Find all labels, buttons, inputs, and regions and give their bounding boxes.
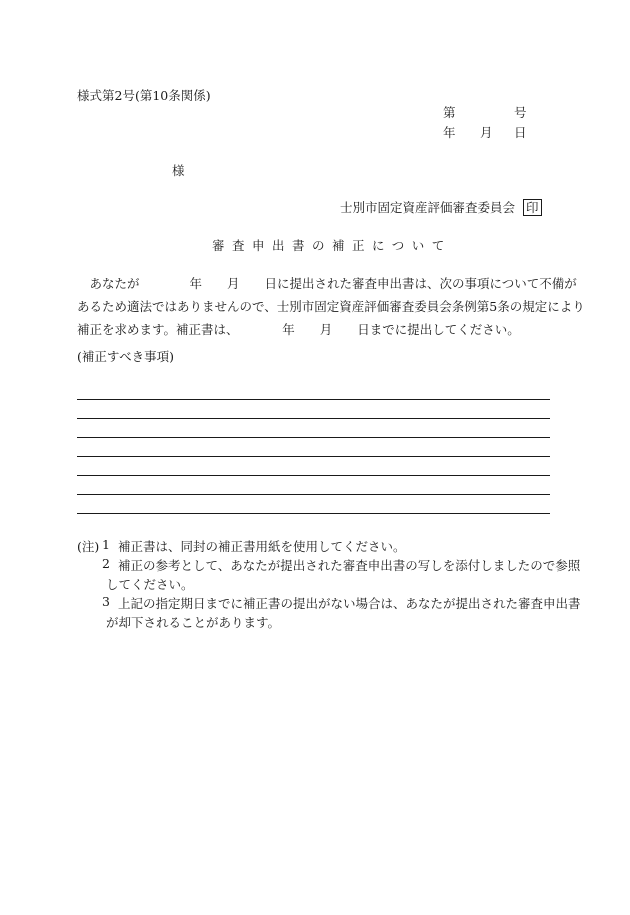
note-2-continuation: してください。 — [106, 577, 194, 592]
items-heading: (補正すべき事項) — [77, 349, 175, 364]
note-2-number: 2 — [102, 556, 110, 571]
notes-prefix: (注) — [77, 539, 100, 554]
note-3-number: 3 — [102, 594, 110, 609]
body-paragraph — [77, 272, 585, 341]
date-year: 年 — [443, 125, 456, 140]
note-1-text: 補正書は、同封の補正書用紙を使用してください。 — [118, 539, 406, 554]
body-line-2: あるため適法ではありませんので、士別市固定資産評価審査委員会条例第5条の規定により — [77, 299, 585, 314]
body-line-3: 補正を求めます。補正書は、 年 月 日までに提出してください。 — [77, 322, 520, 337]
entry-line — [77, 513, 550, 514]
issuer-name: 士別市固定資産評価審査委員会 — [340, 200, 516, 215]
note-1-number: 1 — [102, 537, 110, 552]
note-3-continuation: が却下されることがあります。 — [106, 615, 281, 630]
entry-line — [77, 399, 550, 400]
note-3-text: 上記の指定期日までに補正書の提出がない場合は、あなたが提出された審査申出書 — [118, 596, 581, 611]
seal-mark: 印 — [523, 199, 542, 216]
date-month: 月 — [480, 125, 493, 140]
addressee-suffix: 様 — [172, 163, 185, 178]
doc-number-suffix: 号 — [514, 105, 527, 120]
entry-line — [77, 494, 550, 495]
entry-line — [77, 437, 550, 438]
entry-line — [77, 418, 550, 419]
entry-line — [77, 456, 550, 457]
doc-number-prefix: 第 — [443, 105, 456, 120]
date-day: 日 — [514, 125, 527, 140]
entry-line — [77, 475, 550, 476]
note-2-text: 補正の参考として、あなたが提出された審査申出書の写しを添付しましたので参照 — [118, 558, 581, 573]
form-number: 様式第2号(第10条関係) — [77, 88, 211, 103]
body-line-1: あなたが 年 月 日に提出された審査申出書は、次の事項について不備が — [77, 276, 577, 291]
document-title: 審査申出書の補正について — [212, 238, 452, 253]
issuer-block — [340, 198, 542, 216]
